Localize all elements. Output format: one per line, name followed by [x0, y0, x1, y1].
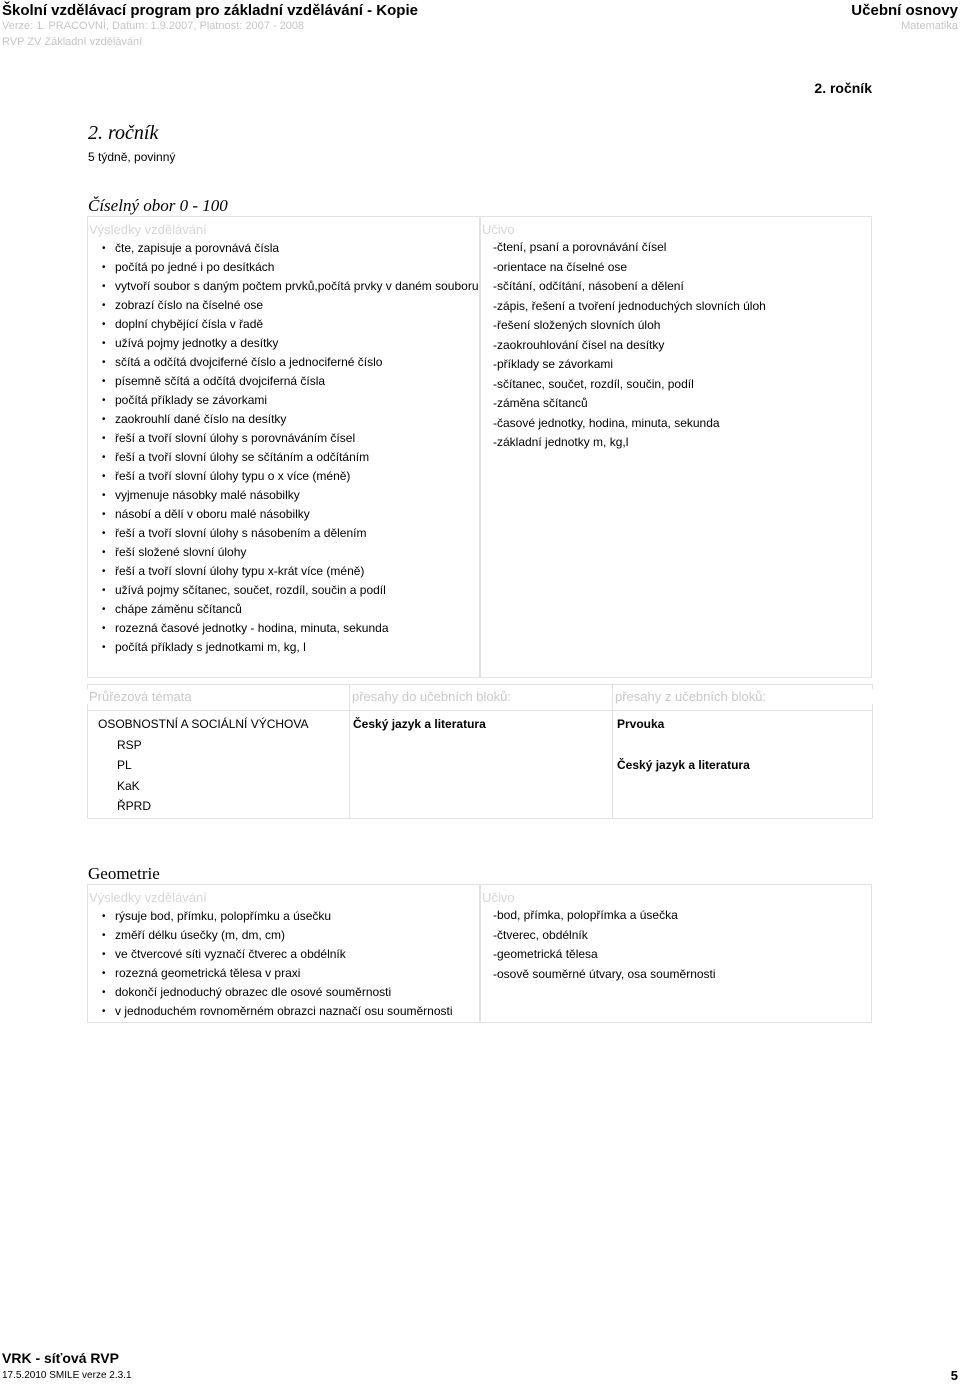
crosscut-topic-main: OSOBNOSTNÍ A SOCIÁLNÍ VÝCHOVA: [98, 717, 309, 731]
content-header: Učivo: [482, 890, 515, 905]
footer-generated: 17.5.2010 SMILE verze 2.3.1: [2, 1370, 132, 1381]
results-header: Výsledky vzdělávání: [89, 222, 207, 237]
list-item: • zaokrouhlí dané číslo na desítky: [88, 410, 479, 429]
page-number: 5: [950, 1368, 958, 1383]
list-item: • vyjmenuje násobky malé násobilky: [88, 486, 479, 505]
list-item: • řeší a tvoří slovní úlohy typu x-krát více (méně): [88, 562, 479, 581]
list-item: • řeší a tvoří slovní úlohy s násobením a dělením: [88, 524, 479, 543]
subject-name: Matematika: [901, 20, 958, 32]
content-box-1: [480, 216, 872, 678]
list-item: • užívá pojmy jednotky a desítky: [88, 334, 479, 353]
list-item: • vytvoří soubor s daným počtem prvků,počítá prvky v daném souboru: [88, 277, 479, 296]
grade-title: 2. ročník: [88, 122, 159, 144]
list-item: -osově souměrné útvary, osa souměrnosti: [493, 966, 716, 981]
content-header: Učivo: [482, 222, 515, 237]
crosscut-header-topics: Průřezová témata: [87, 689, 349, 704]
crosscut-from-item: Český jazyk a literatura: [617, 758, 750, 772]
version-line: Verze: 1. PRACOVNÍ, Datum: 1.9.2007, Platnost: 2007 - 2008: [2, 20, 305, 32]
list-item: • řeší a tvoří slovní úlohy s porovnáváním čísel: [88, 429, 479, 448]
rvp-line: RVP ZV Základní vzdělávání: [2, 36, 143, 48]
grade-note: 5 týdně, povinný: [88, 150, 176, 164]
content-box-2: [480, 884, 872, 1023]
crosscut-topic-item: ŘPRD: [117, 799, 152, 813]
list-item: -sčítanec, součet, rozdíl, součin, podíl: [493, 376, 694, 391]
crosscut-header-from: přesahy z učebních bloků:: [613, 689, 873, 704]
crosscut-header-to: přesahy do učebních bloků:: [350, 689, 613, 704]
list-item: • změří délku úsečky (m, dm, cm): [88, 926, 479, 945]
grade-label-right: 2. ročník: [814, 80, 872, 96]
section-title-geometry: Geometrie: [88, 864, 160, 883]
list-item: • čte, zapisuje a porovnává čísla: [88, 239, 479, 258]
list-item: • rozezná časové jednotky - hodina, minuta, sekunda: [88, 619, 479, 638]
list-item: -zápis, řešení a tvoření jednoduchých slovních úloh: [493, 298, 766, 313]
list-item: -geometrická tělesa: [493, 947, 598, 961]
content-list: [481, 238, 871, 453]
list-item: -záměna sčítanců: [493, 396, 588, 410]
list-item: • doplní chybějící čísla v řadě: [88, 315, 479, 334]
list-item: -sčítání, odčítání, násobení a dělení: [493, 279, 684, 293]
crosscut-from-item: Prvouka: [617, 717, 665, 731]
crosscut-header-to-cell: [349, 684, 613, 711]
list-item: • řeší a tvoří slovní úlohy typu o x více (méně): [88, 467, 479, 486]
crosscut-topic-item: KaK: [117, 779, 140, 793]
list-item: -časové jednotky, hodina, minuta, sekunda: [493, 415, 720, 430]
list-item: • násobí a dělí v oboru malé násobilky: [88, 505, 479, 524]
footer-org: VRK - síťová RVP: [2, 1350, 119, 1366]
list-item: -zaokrouhlování čísel na desítky: [493, 337, 665, 352]
list-item: • v jednoduchém rovnoměrném obrazci naznačí osu souměrnosti: [88, 1002, 479, 1021]
crosscut-topic-item: PL: [117, 758, 132, 772]
list-item: • rozezná geometrická tělesa v praxi: [88, 964, 479, 983]
list-item: • ve čtvercové síti vyznačí čtverec a obdélník: [88, 945, 479, 964]
list-item: • dokončí jednoduchý obrazec dle osové souměrnosti: [88, 983, 479, 1002]
list-item: -bod, přímka, polopřímka a úsečka: [493, 908, 678, 922]
list-item: • řeší složené slovní úlohy: [88, 543, 479, 562]
list-item: • rýsuje bod, přímku, polopřímku a úsečku: [88, 907, 479, 926]
list-item: -orientace na číselné ose: [493, 259, 628, 274]
results-box-1: [87, 216, 480, 678]
list-item: • chápe záměnu sčítanců: [88, 600, 479, 619]
list-item: -řešení složených slovních úloh: [493, 318, 661, 332]
crosscut-divider-1: [349, 710, 350, 818]
section-title-number-range: Číselný obor 0 - 100: [88, 196, 228, 215]
document-title: Školní vzdělávací program pro základní vzdělávání - Kopie: [2, 2, 418, 19]
list-item: -čtení, psaní a porovnávání čísel: [493, 240, 667, 254]
crosscut-header-from-cell: [612, 684, 873, 711]
content-list: [481, 906, 871, 984]
list-item: • počítá příklady se závorkami: [88, 391, 479, 410]
crosscut-divider-2: [612, 710, 613, 818]
section-type-title: Učební osnovy: [851, 2, 958, 19]
list-item: -příklady se závorkami: [493, 357, 614, 371]
list-item: • řeší a tvoří slovní úlohy se sčítáním a odčítáním: [88, 448, 479, 467]
list-item: • sčítá a odčítá dvojciferné číslo a jednociferné číslo: [88, 353, 479, 372]
results-header: Výsledky vzdělávání: [89, 890, 207, 905]
list-item: -čtverec, obdélník: [493, 927, 588, 942]
results-list: [88, 907, 479, 1021]
list-item: • zobrazí číslo na číselné ose: [88, 296, 479, 315]
results-box-2: [87, 884, 480, 1023]
crosscut-header-topics-cell: [87, 684, 349, 711]
list-item: • počítá po jedné i po desítkách: [88, 258, 479, 277]
results-list: [88, 239, 479, 657]
crosscut-topic-item: RSP: [117, 738, 142, 752]
crosscut-to-item: Český jazyk a literatura: [353, 717, 486, 731]
list-item: • užívá pojmy sčítanec, součet, rozdíl, součin a podíl: [88, 581, 479, 600]
list-item: • písemně sčítá a odčítá dvojciferná čísla: [88, 372, 479, 391]
list-item: • počítá příklady s jednotkami m, kg, l: [88, 638, 479, 657]
list-item: -základní jednotky m, kg,l: [493, 435, 629, 449]
